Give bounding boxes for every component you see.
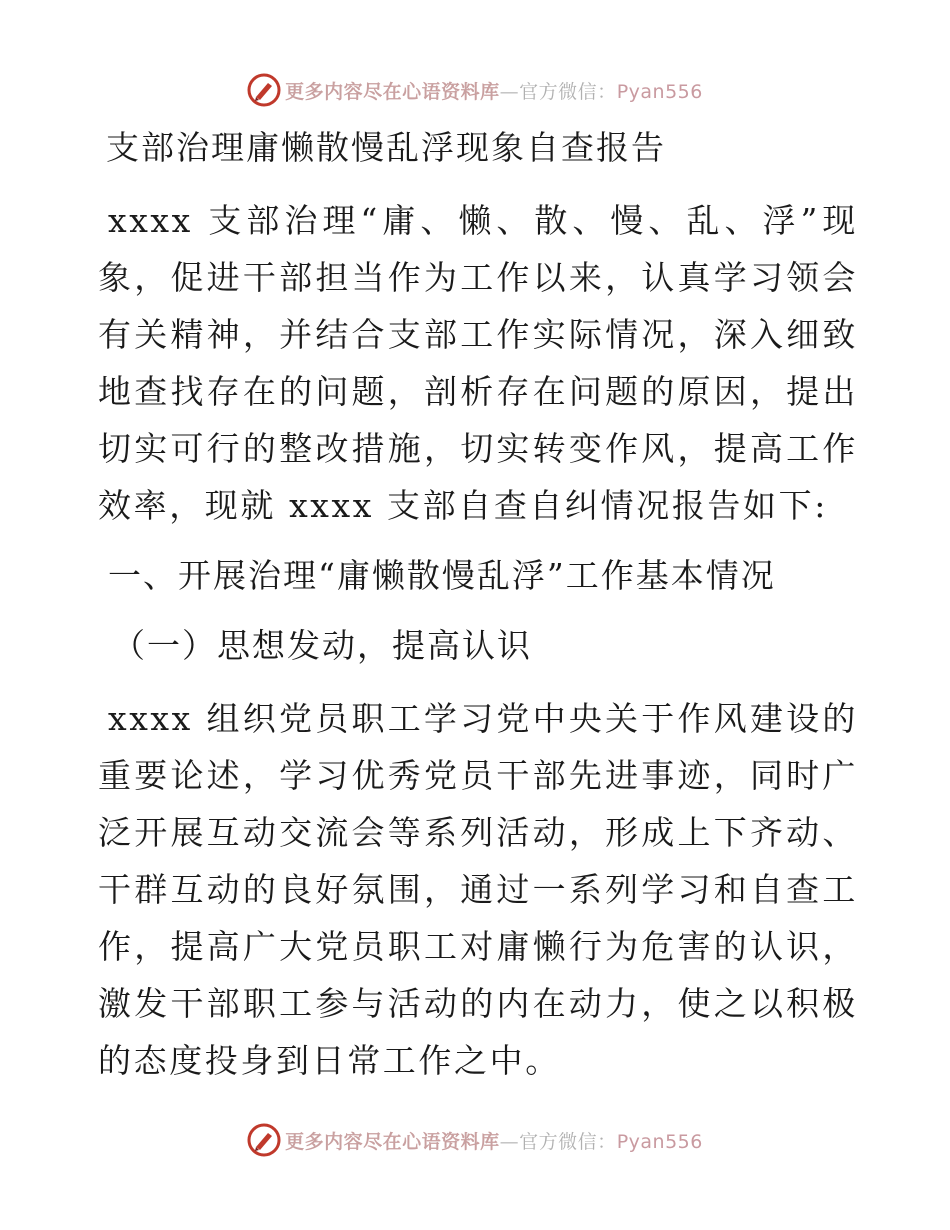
watermark-label: 官方微信：: [519, 1130, 617, 1153]
watermark-separator: —: [499, 80, 520, 103]
subsection-paragraph-text: xxxx 组织党员职工学习党中央关于作风建设的重要论述，学习优秀党员干部先进事迹，同时广泛开展互动交流会等系列活动，形成上下齐动、干群互动的良好氛围，通过一系列学习和自查工作，提高广大党员职工对庸懒行为危害的认识，激发干部职工参与活动的内在动力，使之以积极的态度投身到日常工作之中。: [98, 699, 858, 1080]
watermark-wechat-id: Pyan556: [616, 1130, 703, 1153]
watermark-separator: —: [499, 1130, 520, 1153]
subsection-paragraph: [98, 690, 858, 1089]
footer-watermark: [0, 1120, 950, 1160]
red-pen-circle-logo-icon: [247, 73, 281, 107]
watermark-text: [285, 1127, 703, 1154]
watermark-site: 更多内容尽在心语资料库: [285, 1130, 500, 1153]
subsection-heading: （一）思想发动，提高认识: [112, 626, 532, 665]
section-heading: 一、开展治理“庸懒散慢乱浮”工作基本情况: [108, 556, 776, 595]
watermark-site: 更多内容尽在心语资料库: [285, 80, 500, 103]
document-body: [98, 118, 858, 1089]
watermark-wechat-id: Pyan556: [616, 80, 703, 103]
watermark-label: 官方微信：: [519, 80, 617, 103]
intro-paragraph: [98, 192, 858, 534]
red-pen-circle-logo-icon: [247, 1123, 281, 1157]
header-watermark: [0, 70, 950, 110]
document-title: 支部治理庸懒散慢乱浮现象自查报告: [106, 128, 666, 167]
intro-paragraph-text: xxxx 支部治理“庸、懒、散、慢、乱、浮”现象，促进干部担当作为工作以来，认真学习领会有关精神，并结合支部工作实际情况，深入细致地查找存在的问题，剖析存在问题的原因，提出切实可行的整改措施，切实转变作风，提高工作效率，现就 xxxx 支部自查自纠情况报告如下:: [98, 201, 858, 525]
watermark-text: [285, 77, 703, 104]
